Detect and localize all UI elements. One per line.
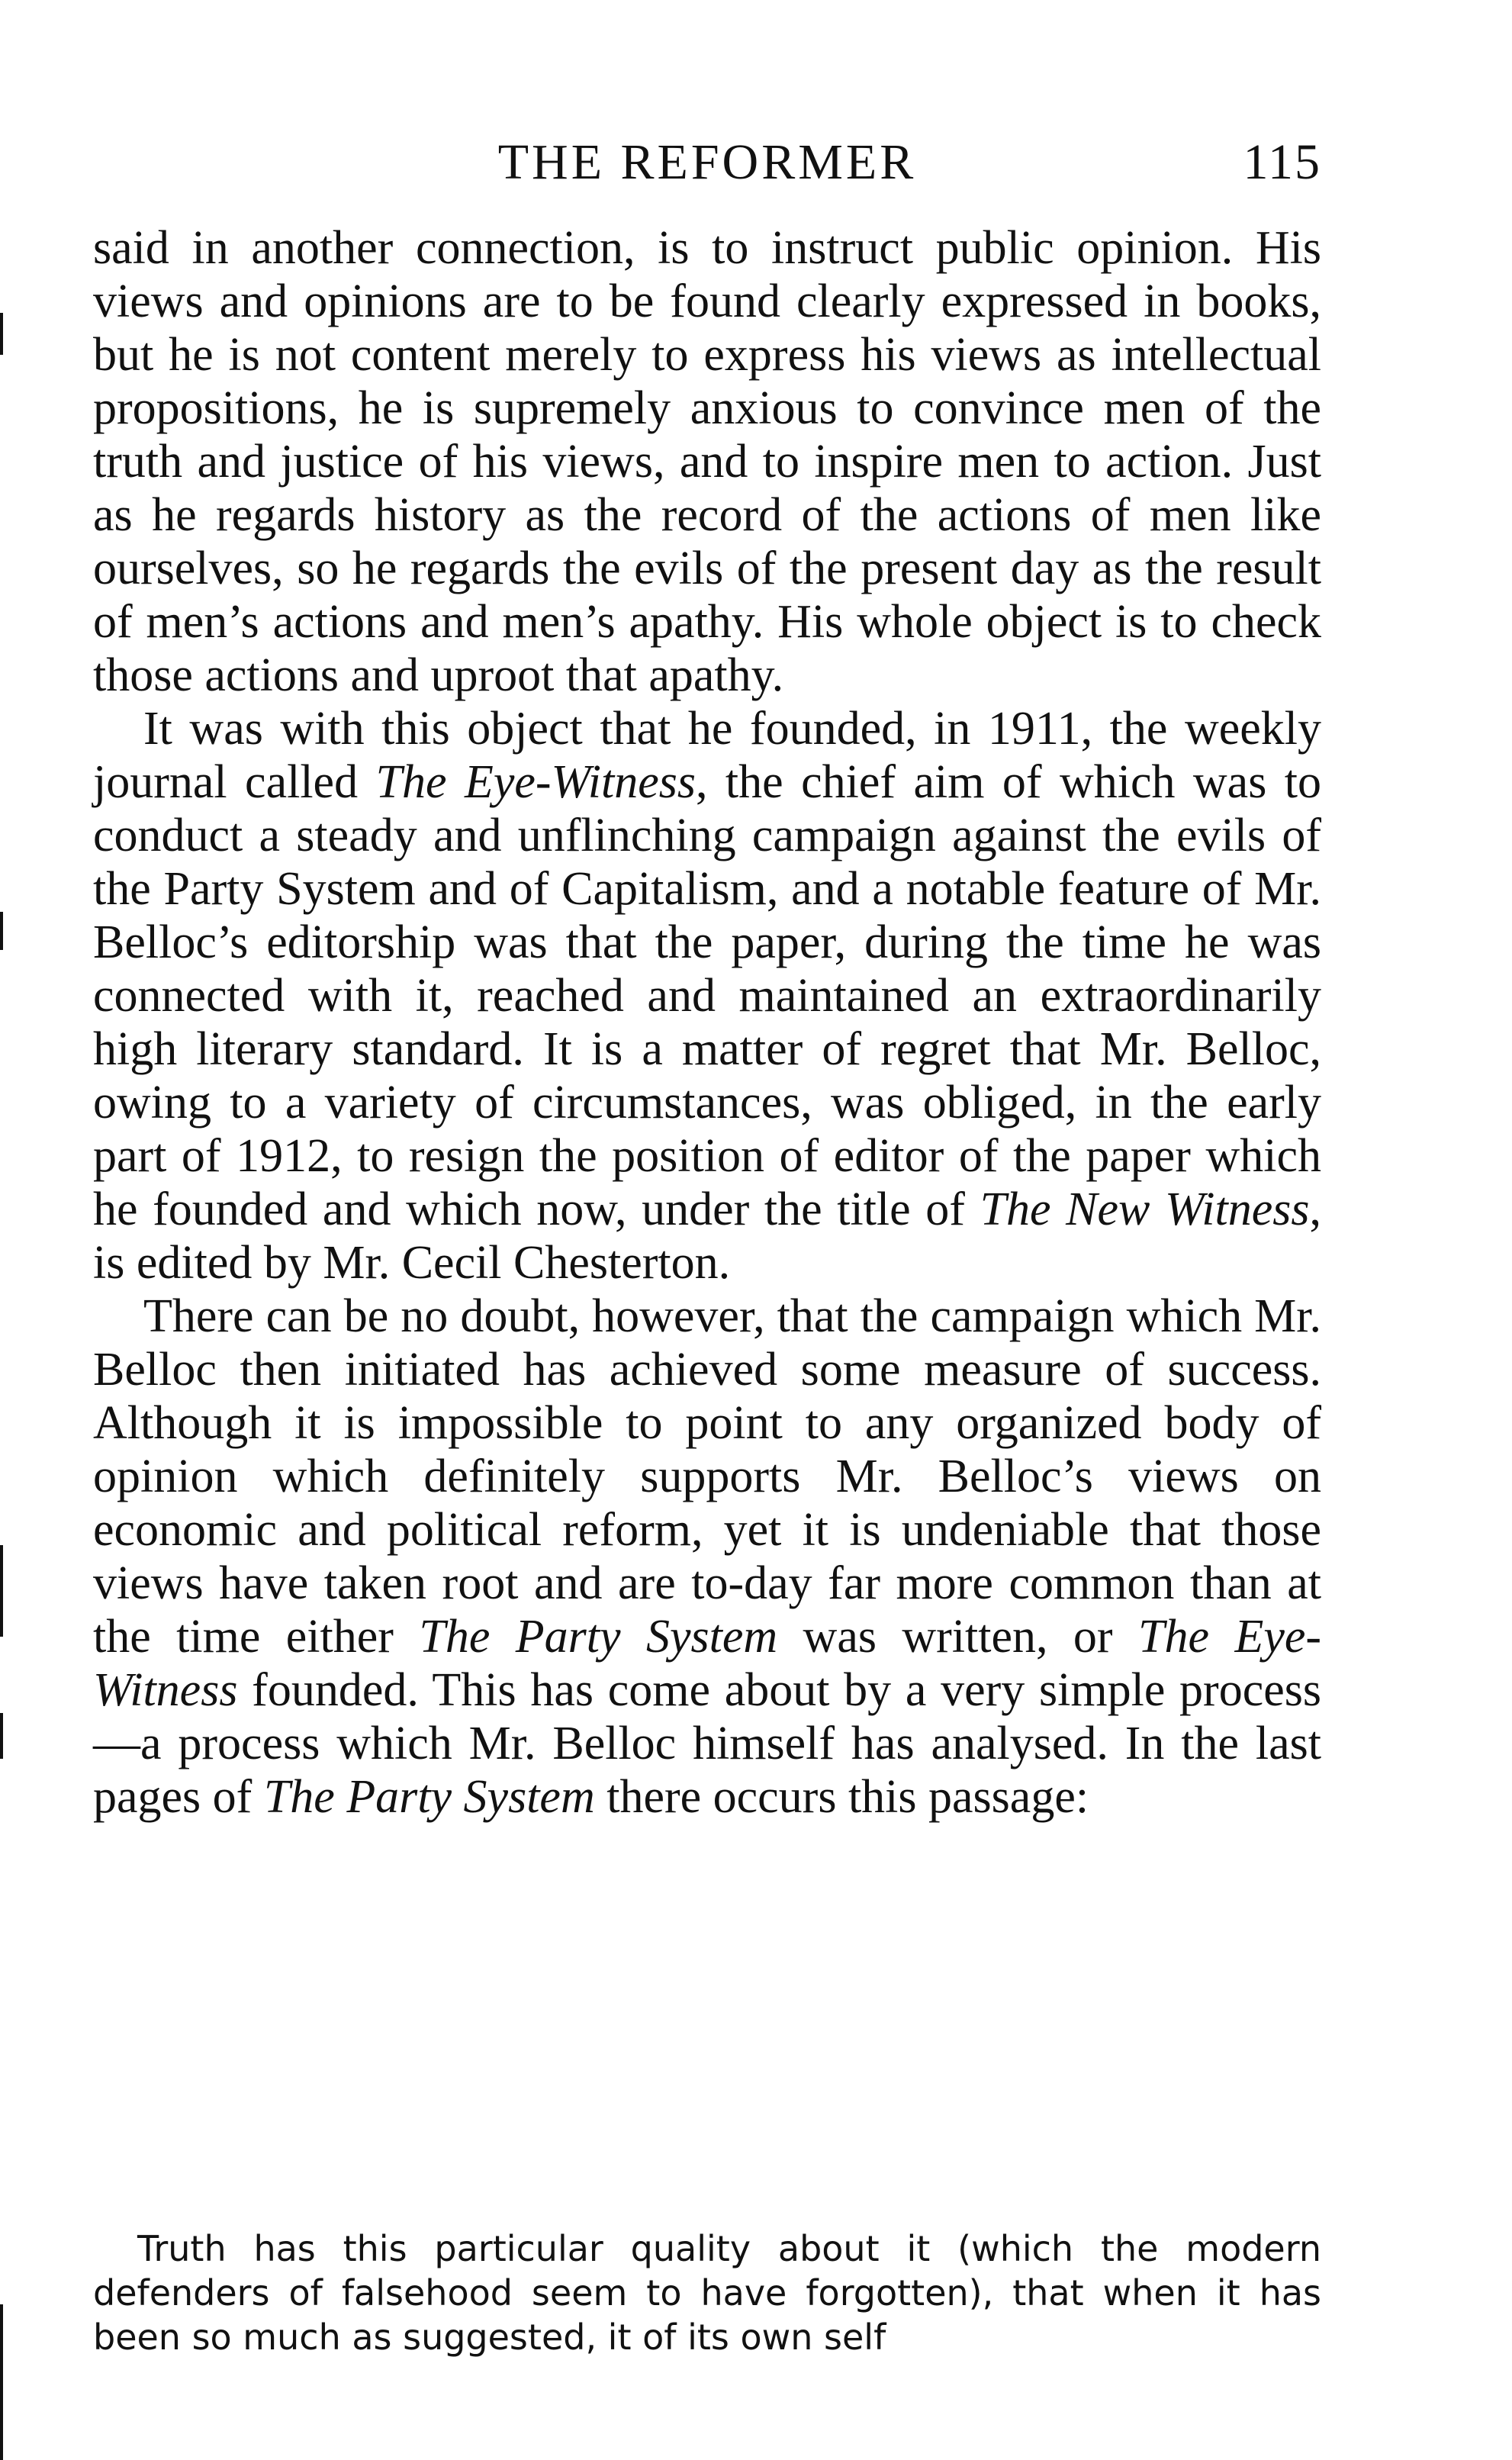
text-run: There can be no doubt, however, that the campaign which Mr. Belloc then initiated has achieved some measure of success. Although it is impossible to point to any organized body of opinion which definitely supports Mr. Belloc’s views on economic and political reform, yet it is undeniable that those views have taken root and are to-day far more common than at the time either xyxy=(93,1290,1321,1663)
gutter-mark xyxy=(0,1713,3,1759)
italic-title: The New Witness xyxy=(980,1183,1310,1235)
gutter-mark xyxy=(0,2304,3,2460)
text-run: , the chief aim of which was to conduct a steady and unflinching campaign against the evils of the Party System and of Capitalism, and a notable feature of Mr. Belloc’s editorship was that the paper, during the time he was connected with it, reached and maintained an extraordinarily high literary standard. It is a matter of regret that Mr. Belloc, owing to a variety of circumstances, was obliged, in the early part of 1912, to resign the position of editor of the paper which he founded and which now, under the title of xyxy=(93,756,1321,1235)
italic-title: The Party System xyxy=(419,1611,778,1663)
text-run: It was with this object that he founded, in 1911, the weekly journal called xyxy=(93,703,1321,808)
gutter-mark xyxy=(0,912,3,950)
page-number: 115 xyxy=(1243,134,1321,190)
text-run: said in another connection, is to instruct public opinion. His views and opinions are to be found clearly expressed in books, but he is not content merely to express his views as intellectual propositions, he is supremely anxious to convince men of the truth and justice of his views, and to inspire men to action. Just as he regards history as the record of the actions of men like ourselves, so he regards the evils of the present day as the result of men’s actions and men’s apathy. His whole object is to check those actions and uproot that apathy. xyxy=(93,222,1321,701)
gutter-mark xyxy=(0,1545,3,1637)
running-title: THE REFORMER xyxy=(497,134,917,190)
paragraph xyxy=(93,702,1321,1290)
running-head xyxy=(93,128,1321,197)
body-text xyxy=(93,221,1321,1824)
text-run: founded. This has come about by a very simple process—a process which Mr. Belloc himself has analysed. In the last pages of xyxy=(93,1664,1321,1823)
paragraph xyxy=(93,221,1321,702)
text-run: was written, or xyxy=(777,1611,1139,1663)
italic-title: The Eye-Witness xyxy=(375,756,696,808)
block-quote: Truth has this particular quality about it (which the modern defenders of falsehood seem to have forgotten), that when it has been so much as suggested, it of its own self xyxy=(93,2228,1321,2358)
paragraph xyxy=(93,1290,1321,1824)
text-run: , is edited by Mr. Cecil Chesterton. xyxy=(93,1183,1321,1289)
text-run: there occurs this passage: xyxy=(594,1771,1089,1823)
italic-title: The Party System xyxy=(263,1771,595,1823)
gutter-mark xyxy=(0,313,3,355)
italic-title: The Eye-Witness xyxy=(93,1611,1321,1716)
